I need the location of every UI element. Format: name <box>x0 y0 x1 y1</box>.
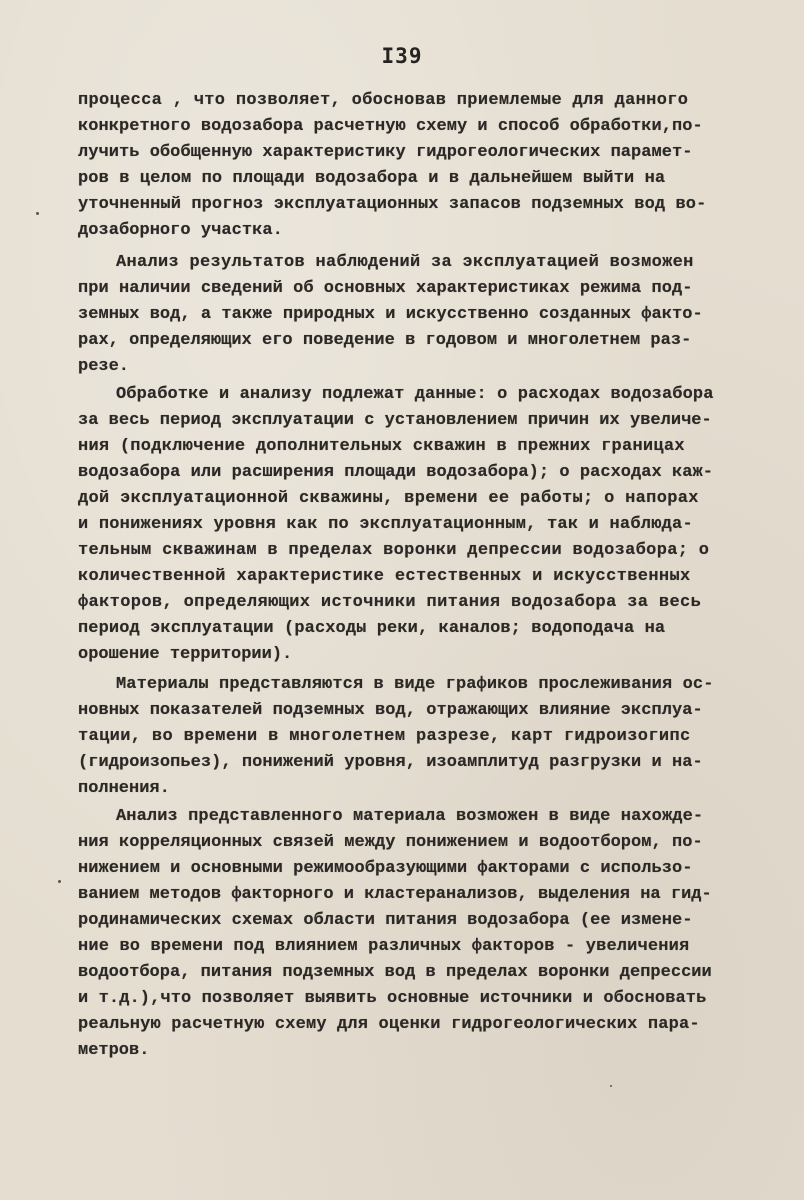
text-line: ния (подключение дополнительных скважин в прежних границах <box>78 437 685 456</box>
text-line: реальную расчетную схему для оценки гидрогеологических пара- <box>78 1015 700 1034</box>
text-line: факторов, определяющих источники питания водозабора за весь <box>78 593 702 612</box>
text-line: орошение территории). <box>78 645 293 664</box>
text-line: Материалы представляются в виде графиков прослеживания ос- <box>116 675 714 694</box>
text-line: резе. <box>78 357 130 376</box>
text-line: Обработке и анализу подлежат данные: о расходах водозабора <box>116 385 714 404</box>
text-line: нижением и основными режимообразующими факторами с использо- <box>78 859 693 878</box>
text-line: конкретного водозабора расчетную схему и способ обработки,по- <box>78 117 703 136</box>
text-line: дозаборного участка. <box>78 221 283 240</box>
scan-speck <box>610 1085 612 1087</box>
text-line: лучить обобщенную характеристику гидрогеологических парамет- <box>78 143 693 162</box>
text-line: ния корреляционных связей между понижением и водоотбором, по- <box>78 833 703 852</box>
text-line: водоотбора, питания подземных вод в пределах воронки депрессии <box>78 963 712 982</box>
text-line: при наличии сведений об основных характеристиках режима под- <box>78 279 693 298</box>
text-line: новных показателей подземных вод, отражающих влияние эксплуа- <box>78 701 703 720</box>
text-line: метров. <box>78 1041 150 1060</box>
text-line: ров в целом по площади водозабора и в дальнейшем выйти на <box>78 169 666 188</box>
text-line: ванием методов факторного и кластеранализов, выделения на гид- <box>78 885 712 904</box>
text-line: и т.д.),что позволяет выявить основные источники и обосновать <box>78 989 707 1008</box>
text-line: за весь период эксплуатации с установлением причин их увеличе- <box>78 411 712 430</box>
text-line: Анализ результатов наблюдений за эксплуатацией возможен <box>116 253 694 272</box>
text-line: Анализ представленного материала возможен в виде нахожде- <box>116 807 704 826</box>
text-line: рах, определяющих его поведение в годовом и многолетнем раз- <box>78 331 692 350</box>
text-line: процесса , что позволяет, обосновав приемлемые для данного <box>78 91 689 110</box>
page-number: I39 <box>381 44 423 68</box>
text-line: тации, во времени в многолетнем разрезе, карт гидроизогипс <box>78 727 691 746</box>
text-line: тельным скважинам в пределах воронки депрессии водозабора; о <box>78 541 710 560</box>
text-line: уточненный прогноз эксплуатационных запасов подземных вод во- <box>78 195 707 214</box>
text-line: дой эксплуатационной скважины, времени ее работы; о напорах <box>78 489 699 508</box>
text-line: родинамических схемах области питания водозабора (ее измене- <box>78 911 693 930</box>
text-line: ние во времени под влиянием различных факторов - увеличения <box>78 937 690 956</box>
text-line: количественной характеристике естественных и искусственных <box>78 567 691 586</box>
text-line: и понижениях уровня как по эксплуатационным, так и наблюда- <box>78 515 693 534</box>
text-line: земных вод, а также природных и искусственно созданных факто- <box>78 305 703 324</box>
text-line: (гидроизопьез), понижений уровня, изоамплитуд разгрузки и на- <box>78 753 703 772</box>
text-line: водозабора или расширения площади водозабора); о расходах каж- <box>78 463 713 482</box>
scan-speck <box>36 212 39 215</box>
scan-speck <box>58 880 61 883</box>
text-line: полнения. <box>78 779 170 798</box>
text-line: период эксплуатации (расходы реки, каналов; водоподача на <box>78 619 666 638</box>
